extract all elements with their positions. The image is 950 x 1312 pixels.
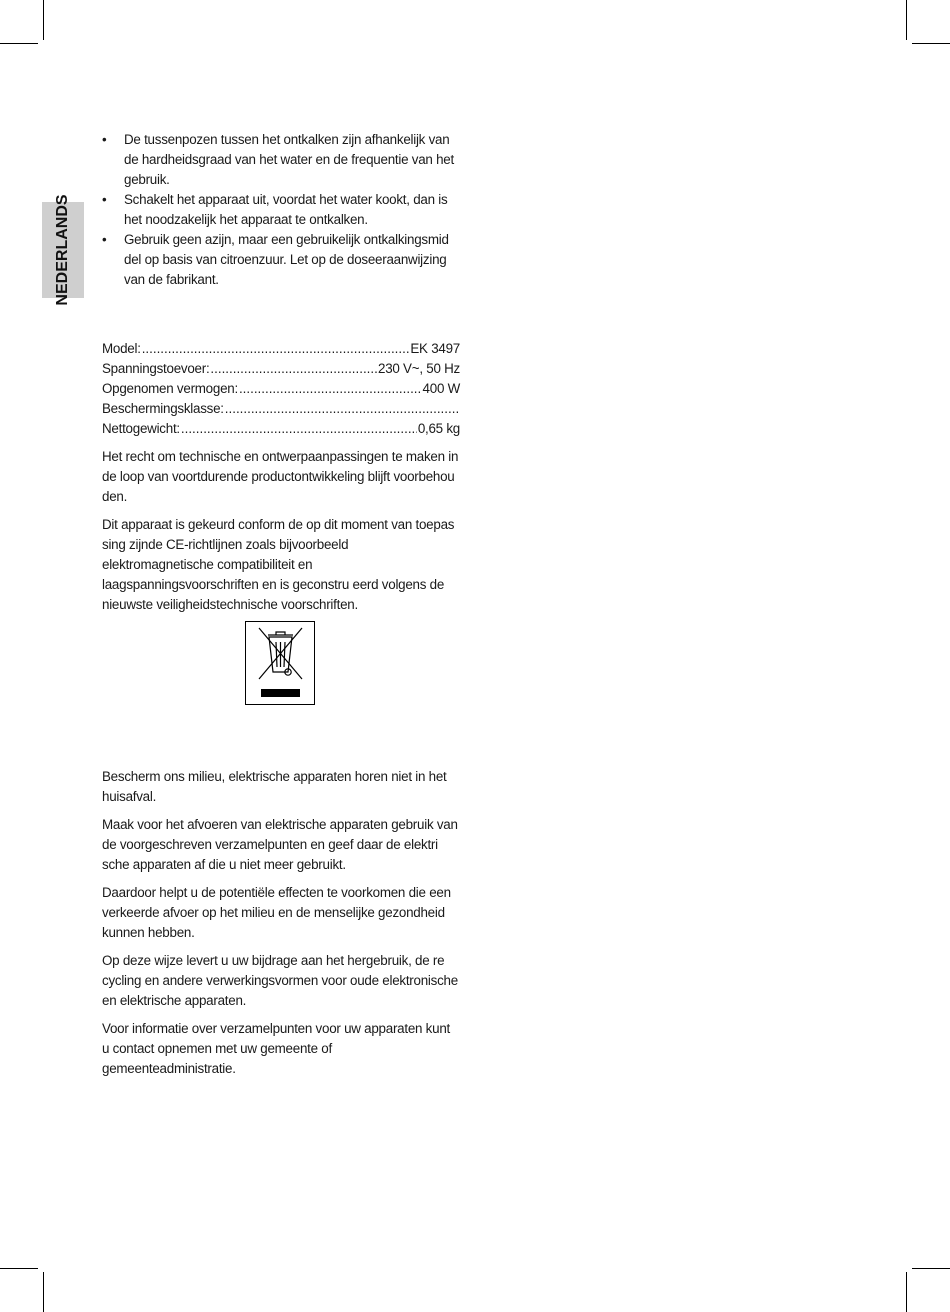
spec-label: Spanningstoevoer: bbox=[102, 361, 210, 376]
descaling-notes-list bbox=[102, 130, 460, 290]
technical-specs bbox=[102, 339, 460, 439]
spec-row-model bbox=[102, 339, 460, 359]
spec-label: Model: bbox=[102, 341, 141, 356]
list-item bbox=[102, 230, 460, 290]
spec-row-weight bbox=[102, 419, 460, 439]
dot-leader bbox=[239, 379, 422, 399]
paragraph: Daardoor helpt u de potentiële effecten te voorkomen die een verkeerde afvoer op het milieu en de menselijke gezondheid kunnen hebben. bbox=[102, 885, 451, 940]
weee-symbol bbox=[245, 621, 315, 705]
crop-mark bbox=[0, 1268, 38, 1269]
paragraph: Voor informatie over verzamelpunten voor uw apparaten kunt u contact opnemen met uw gemeente of gemeenteadministratie. bbox=[102, 1021, 450, 1076]
spec-value: 400 W bbox=[422, 381, 460, 396]
language-tab bbox=[42, 194, 84, 306]
dot-leader bbox=[181, 419, 417, 439]
dot-leader bbox=[142, 339, 410, 359]
disposal-notes bbox=[102, 767, 460, 1087]
list-item-text: De tussenpozen tussen het ontkalken zijn afhankelijk van de hardheidsgraad van het water en de frequentie van het gebruik. bbox=[124, 132, 454, 187]
spec-row-power bbox=[102, 379, 460, 399]
crop-mark bbox=[906, 0, 907, 40]
crop-mark bbox=[43, 0, 44, 40]
spec-value: 0,65 kg bbox=[417, 421, 460, 436]
bullet-icon: • bbox=[102, 232, 107, 247]
spec-value: EK 3497 bbox=[410, 341, 460, 356]
bullet-icon: • bbox=[102, 132, 107, 147]
crop-mark bbox=[0, 43, 38, 44]
paragraph: Bescherm ons milieu, elektrische apparaten horen niet in het huisafval. bbox=[102, 769, 447, 804]
crop-mark bbox=[912, 43, 950, 44]
paragraph: Het recht om technische en ontwerpaanpassingen te maken in de loop van voortdurende productontwikkeling blijft voorbehou den. bbox=[102, 449, 459, 504]
spec-row-protection-class bbox=[102, 399, 460, 419]
crop-mark bbox=[906, 1272, 907, 1312]
paragraph: Op deze wijze levert u uw bijdrage aan het hergebruik, de re cycling en andere verwerkingsvormen voor oude elektronische en elektrische apparaten. bbox=[102, 953, 458, 1008]
spec-label: Beschermingsklasse: bbox=[102, 401, 224, 416]
dot-leader bbox=[210, 359, 377, 379]
language-tab-label: NEDERLANDS bbox=[54, 194, 71, 306]
paragraph: Maak voor het afvoeren van elektrische apparaten gebruik van de voorgeschreven verzamelpunten en geef daar de elektri sche apparaten af die u niet meer gebruikt. bbox=[102, 817, 458, 872]
list-item-text: Schakelt het apparaat uit, voordat het water kookt, dan is het noodzakelijk het apparaat te ontkalken. bbox=[124, 192, 448, 227]
spec-label: Opgenomen vermogen: bbox=[102, 381, 238, 396]
list-item bbox=[102, 130, 460, 190]
spec-row-voltage bbox=[102, 359, 460, 379]
legal-notes bbox=[102, 447, 460, 623]
crop-mark bbox=[43, 1272, 44, 1312]
crop-mark bbox=[912, 1268, 950, 1269]
dot-leader bbox=[225, 399, 459, 419]
spec-label: Nettogewicht: bbox=[102, 421, 180, 436]
bullet-icon: • bbox=[102, 192, 107, 207]
list-item bbox=[102, 190, 460, 230]
list-item-text: Gebruik geen azijn, maar een gebruikelijk ontkalkingsmid del op basis van citroenzuur. Let op de doseeraanwijzing van de fabrikant. bbox=[124, 232, 449, 287]
spec-value: 230 V~, 50 Hz bbox=[378, 361, 460, 376]
crossed-out-wheelie-bin-icon bbox=[246, 622, 314, 704]
paragraph: Dit apparaat is gekeurd conform de op dit moment van toepas sing zijnde CE-richtlijnen zoals bijvoorbeeld elektromagnetische compatibiliteit en laagspanningsvoorschriften en is geconstru eerd volgens de nieuwste veiligheidstechnische voorschriften. bbox=[102, 517, 455, 612]
